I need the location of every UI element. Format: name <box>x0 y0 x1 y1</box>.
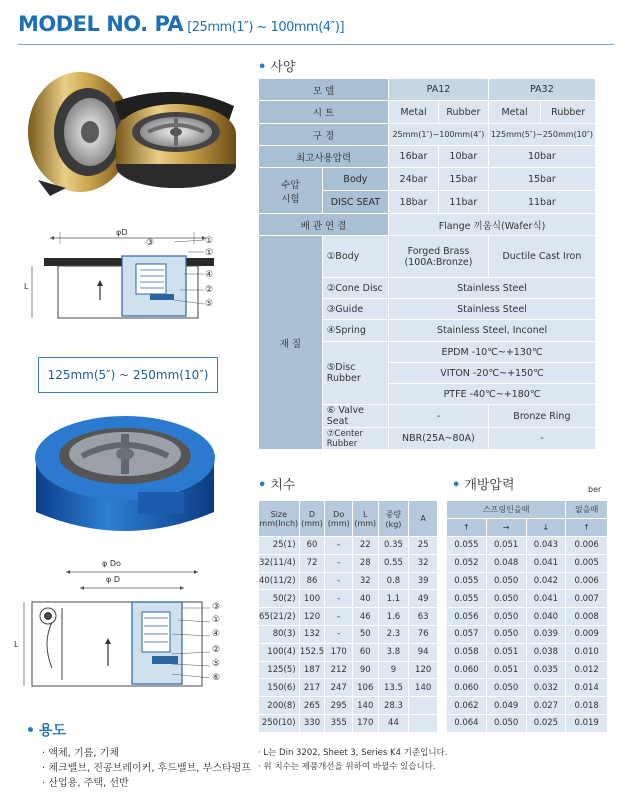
table-cell: 25(1) <box>259 537 300 555</box>
material-value: - <box>389 405 489 428</box>
test-label: 수압 시험 <box>259 168 323 214</box>
table-cell: 1.6 <box>378 608 409 626</box>
table-cell: 0.032 <box>526 679 566 697</box>
size-value: 125mm(5″)~250mm(10″) <box>488 124 595 146</box>
table-cell: 40 <box>352 590 378 608</box>
table-cell: 217 <box>299 679 325 697</box>
table-cell: 0.8 <box>378 572 409 590</box>
cross-section-diagram-large <box>22 568 232 698</box>
body-test-value: 24bar <box>389 168 439 191</box>
table-cell: 0.058 <box>447 643 487 661</box>
brass-valve-photo <box>18 62 244 202</box>
material-name: ②Cone Disc <box>322 278 388 299</box>
disc-test-value: 11bar <box>438 191 488 214</box>
material-value: PTFE -40℃~+180℃ <box>389 384 596 405</box>
table-cell: 0.035 <box>526 661 566 679</box>
table-cell: 65(21/2) <box>259 608 300 626</box>
table-row <box>259 643 438 661</box>
max-pressure-label: 최고사용압력 <box>259 146 389 168</box>
page-title <box>18 12 344 36</box>
material-value: NBR(25A~80A) <box>389 428 489 450</box>
table-cell: 3.8 <box>378 643 409 661</box>
material-value: Bronze Ring <box>488 405 595 428</box>
table-cell: 90 <box>352 661 378 679</box>
bullet-icon: • <box>258 478 267 493</box>
table-cell: 50(2) <box>259 590 300 608</box>
table-cell: 106 <box>352 679 378 697</box>
diagram-part-label: ⑤ <box>205 299 214 309</box>
diagram-part-label: ① <box>205 236 214 246</box>
table-cell: 0.025 <box>526 714 566 732</box>
table-cell: 0.055 <box>447 572 487 590</box>
table-cell: 0.012 <box>566 661 608 679</box>
table-cell: 120 <box>409 661 438 679</box>
table-row <box>259 697 438 715</box>
material-value: - <box>488 428 595 450</box>
table-row <box>259 590 438 608</box>
table-cell: 28.3 <box>378 697 409 715</box>
column-header: Do (mm) <box>325 501 352 537</box>
material-name: ⑦Center Rubber <box>322 428 388 450</box>
table-row <box>447 643 608 661</box>
table-cell: 0.007 <box>566 590 608 608</box>
table-row <box>447 714 608 732</box>
footnote: · 위 치수는 제품개선을 위하여 바뀔수 있습니다. <box>258 762 436 772</box>
diagram-part-label: ② <box>205 285 214 295</box>
table-cell: 22 <box>352 537 378 555</box>
table-cell: 250(10) <box>259 714 300 732</box>
diagram-d-label: φD <box>116 228 128 237</box>
table-row <box>447 625 608 643</box>
table-cell: 9 <box>378 661 409 679</box>
bullet-icon: • <box>452 478 461 493</box>
diagram-part-label: ② <box>212 645 221 655</box>
table-cell: 150(6) <box>259 679 300 697</box>
diagram-part-label: ③ <box>212 602 221 612</box>
opening-pressure-table <box>446 500 608 733</box>
opening-rows <box>447 537 608 733</box>
table-cell: 0.060 <box>447 679 487 697</box>
dimensions-table <box>258 500 438 733</box>
diagram-l-label: L <box>24 282 29 291</box>
material-name: ③Guide <box>322 299 388 320</box>
size-range-badge: 125mm(5″) ~ 250mm(10″) <box>38 357 218 393</box>
size-label: 구 경 <box>259 124 389 146</box>
table-cell: 0.010 <box>566 643 608 661</box>
model-number: MODEL NO. PA <box>18 12 184 36</box>
table-cell: 0.057 <box>447 625 487 643</box>
table-row <box>447 661 608 679</box>
arrow-up-icon: ↑ <box>447 519 487 537</box>
diagram-do-label: φ Do <box>102 559 121 568</box>
table-cell: 0.051 <box>486 643 526 661</box>
table-cell: 0.042 <box>526 572 566 590</box>
material-name: ⑥ Valve Seat <box>322 405 388 428</box>
table-cell: - <box>325 554 352 572</box>
table-cell: 120 <box>299 608 325 626</box>
model-range: [25mm(1″) ~ 100mm(4″)] <box>187 20 345 35</box>
model-label: 모 델 <box>259 79 389 101</box>
table-cell: 187 <box>299 661 325 679</box>
column-header: 중량 (kg) <box>378 501 409 537</box>
table-cell: 170 <box>325 643 352 661</box>
spec-heading: • 사양 <box>258 60 296 75</box>
material-value: EPDM -10℃~+130℃ <box>389 342 596 363</box>
table-row <box>259 554 438 572</box>
table-cell: 49 <box>409 590 438 608</box>
table-cell: 0.051 <box>486 661 526 679</box>
table-cell: - <box>325 537 352 555</box>
seat-label: 시 트 <box>259 101 389 124</box>
body-test-value: 15bar <box>438 168 488 191</box>
table-row <box>447 697 608 715</box>
no-spring-header: 없을때 <box>566 501 608 519</box>
table-cell: 46 <box>352 608 378 626</box>
model-pa32: PA32 <box>488 79 595 101</box>
table-cell: 295 <box>325 697 352 715</box>
table-cell: 86 <box>299 572 325 590</box>
table-cell: 0.041 <box>526 590 566 608</box>
table-cell: 32 <box>409 554 438 572</box>
table-row <box>259 537 438 555</box>
table-row <box>447 679 608 697</box>
table-cell <box>409 697 438 715</box>
spec-table <box>258 78 596 450</box>
table-cell: 32(11/4) <box>259 554 300 572</box>
dimensions-heading: • 치수 <box>258 478 296 493</box>
material-name: ④Spring <box>322 320 388 342</box>
table-cell: 60 <box>352 643 378 661</box>
table-cell: 32 <box>352 572 378 590</box>
diagram-part-label: ① <box>205 248 214 258</box>
table-cell: 0.050 <box>486 625 526 643</box>
table-cell: 247 <box>325 679 352 697</box>
table-cell: 44 <box>378 714 409 732</box>
table-cell: 140 <box>352 697 378 715</box>
table-cell: 72 <box>299 554 325 572</box>
footnote: · L는 Din 3202, Sheet 3, Series K4 기준입니다. <box>258 748 448 758</box>
table-row <box>447 572 608 590</box>
table-row <box>259 661 438 679</box>
table-cell: 60 <box>299 537 325 555</box>
material-value: VITON -20℃~+150℃ <box>389 363 596 384</box>
cross-section-diagram-small <box>24 228 230 336</box>
table-cell: 0.048 <box>486 554 526 572</box>
table-cell: - <box>325 608 352 626</box>
arrow-right-icon: → <box>486 519 526 537</box>
table-cell: 0.043 <box>526 537 566 555</box>
table-cell: 200(8) <box>259 697 300 715</box>
table-cell: 0.014 <box>566 679 608 697</box>
table-cell: 0.056 <box>447 608 487 626</box>
table-cell: 0.055 <box>447 537 487 555</box>
table-cell: 100 <box>299 590 325 608</box>
table-row <box>259 572 438 590</box>
table-cell: 0.049 <box>486 697 526 715</box>
material-value: Stainless Steel, Inconel <box>389 320 596 342</box>
column-header: L (mm) <box>352 501 378 537</box>
material-name: ⑤Disc Rubber <box>322 342 388 405</box>
table-cell: 0.008 <box>566 608 608 626</box>
column-header: Size mm(Inch) <box>259 501 300 537</box>
diagram-part-label: ① <box>212 615 221 625</box>
material-value: Stainless Steel <box>389 278 596 299</box>
seat-value: Metal <box>389 101 439 124</box>
pipe-value: Flange 끼움식(Wafer식) <box>389 214 596 236</box>
body-test-label: Body <box>322 168 388 191</box>
table-cell: 1.1 <box>378 590 409 608</box>
table-cell: 13.5 <box>378 679 409 697</box>
table-cell: 0.055 <box>447 590 487 608</box>
usage-heading: • 용도 <box>26 723 67 739</box>
diagram-part-label: ④ <box>212 629 221 639</box>
table-cell <box>409 714 438 732</box>
max-pressure-value: 10bar <box>438 146 488 168</box>
table-cell: 0.038 <box>526 643 566 661</box>
bullet-icon: • <box>258 60 267 75</box>
table-cell: 170 <box>352 714 378 732</box>
table-cell: 140 <box>409 679 438 697</box>
table-cell: 0.060 <box>447 661 487 679</box>
table-cell: 0.050 <box>486 608 526 626</box>
table-cell: 25 <box>409 537 438 555</box>
table-cell: 0.064 <box>447 714 487 732</box>
table-row <box>259 625 438 643</box>
table-cell: 0.040 <box>526 608 566 626</box>
table-cell: 0.006 <box>566 572 608 590</box>
table-cell: 0.050 <box>486 590 526 608</box>
table-cell: 0.050 <box>486 714 526 732</box>
table-cell: 40(11/2) <box>259 572 300 590</box>
table-cell: 0.018 <box>566 697 608 715</box>
table-cell: 0.027 <box>526 697 566 715</box>
table-row <box>259 608 438 626</box>
dimensions-rows <box>259 537 438 733</box>
material-label: 재 질 <box>259 236 323 450</box>
table-cell: 50 <box>352 625 378 643</box>
table-cell: 0.005 <box>566 554 608 572</box>
ductile-valve-photo <box>30 400 220 540</box>
disc-test-label: DISC SEAT <box>322 191 388 214</box>
max-pressure-value: 10bar <box>488 146 595 168</box>
diagram-part-label: ④ <box>205 270 214 280</box>
table-cell: 0.55 <box>378 554 409 572</box>
table-row <box>447 608 608 626</box>
material-value: Forged Brass (100A:Bronze) <box>389 236 489 278</box>
table-cell: 0.019 <box>566 714 608 732</box>
spring-header: 스프링인을때 <box>447 501 566 519</box>
disc-test-value: 11bar <box>488 191 595 214</box>
title-divider <box>18 44 614 45</box>
usage-item: · 산업용, 주택, 선반 <box>42 778 129 789</box>
size-value: 25mm(1″)~100mm(4″) <box>389 124 489 146</box>
table-cell: - <box>325 625 352 643</box>
pipe-label: 배 관 연 결 <box>259 214 389 236</box>
table-cell: 0.050 <box>486 572 526 590</box>
column-header: D (mm) <box>299 501 325 537</box>
table-row <box>447 537 608 555</box>
material-name: ①Body <box>322 236 388 278</box>
table-row <box>447 554 608 572</box>
table-cell: 0.35 <box>378 537 409 555</box>
diagram-part-label: ⑤ <box>212 659 221 669</box>
body-test-value: 15bar <box>488 168 595 191</box>
material-value: Stainless Steel <box>389 299 596 320</box>
table-cell: 0.062 <box>447 697 487 715</box>
column-header: A <box>409 501 438 537</box>
table-cell: 212 <box>325 661 352 679</box>
table-cell: 100(4) <box>259 643 300 661</box>
table-cell: 265 <box>299 697 325 715</box>
diagram-part-label: ⑥ <box>212 673 221 683</box>
table-cell: - <box>325 572 352 590</box>
table-row <box>447 590 608 608</box>
table-cell: 94 <box>409 643 438 661</box>
table-cell: 125(5) <box>259 661 300 679</box>
table-cell: - <box>325 590 352 608</box>
arrow-up-icon: ↑ <box>566 519 608 537</box>
table-cell: 39 <box>409 572 438 590</box>
table-cell: 2.3 <box>378 625 409 643</box>
seat-value: Rubber <box>541 101 596 124</box>
table-cell: 63 <box>409 608 438 626</box>
table-cell: 132 <box>299 625 325 643</box>
disc-test-value: 18bar <box>389 191 439 214</box>
arrow-down-icon: ↓ <box>526 519 566 537</box>
table-cell: 152.5 <box>299 643 325 661</box>
table-cell: 76 <box>409 625 438 643</box>
table-cell: 80(3) <box>259 625 300 643</box>
table-cell: 0.039 <box>526 625 566 643</box>
material-value: Ductile Cast Iron <box>488 236 595 278</box>
table-cell: 355 <box>325 714 352 732</box>
table-row <box>259 679 438 697</box>
diagram-l-label: L <box>14 640 19 649</box>
table-cell: 0.009 <box>566 625 608 643</box>
usage-item: · 액체, 기름, 기체 <box>42 748 120 759</box>
table-cell: 0.041 <box>526 554 566 572</box>
seat-value: Rubber <box>438 101 488 124</box>
table-cell: 28 <box>352 554 378 572</box>
max-pressure-value: 16bar <box>389 146 439 168</box>
table-row <box>259 714 438 732</box>
table-cell: 330 <box>299 714 325 732</box>
table-cell: 0.006 <box>566 537 608 555</box>
table-cell: 0.051 <box>486 537 526 555</box>
seat-value: Metal <box>488 101 541 124</box>
model-pa12: PA12 <box>389 79 489 101</box>
bullet-icon: • <box>26 723 35 739</box>
opening-unit: ber <box>588 485 602 494</box>
table-cell: 0.050 <box>486 679 526 697</box>
diagram-part-label: ③ <box>146 238 155 248</box>
diagram-d-label: φ D <box>106 575 120 584</box>
opening-pressure-heading: • 개방압력 <box>452 478 515 493</box>
usage-item: · 체크밸브, 진공브레이커, 후드밸브, 부스타펌프 <box>42 763 251 774</box>
table-cell: 0.052 <box>447 554 487 572</box>
